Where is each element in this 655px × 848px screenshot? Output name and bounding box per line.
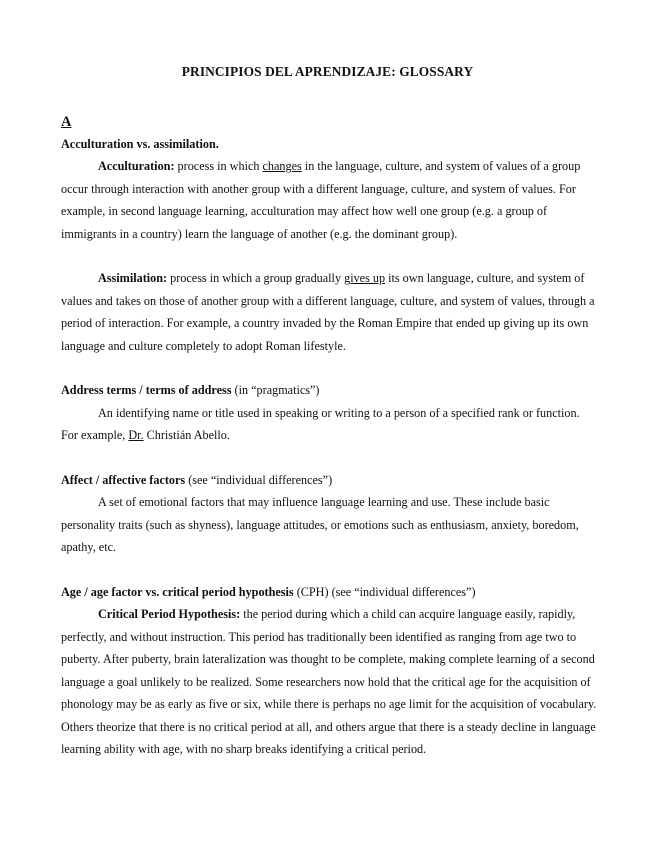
entry-heading-line [61, 581, 599, 603]
glossary-entry-acculturation [61, 133, 599, 357]
underlined-word: Dr. [128, 428, 144, 443]
definition-text: in the language, culture, and system of values of a group occur through interaction with another group with a different language, culture, and system of values. For example, in second language learning, acculturation may affect how well one group (e.g. a group of immigrants in a country) learn the language of another (e.g. the dominant group). [61, 159, 581, 241]
page-title: PRINCIPIOS DEL APRENDIZAJE: GLOSSARY [181, 64, 474, 79]
entry-definition [61, 267, 599, 357]
glossary-content [61, 111, 599, 760]
term-label: Critical Period Hypothesis: [98, 607, 241, 622]
definition-text: An identifying name or title used in speaking or writing to a person of a specified rank or function. For example, [61, 405, 580, 443]
entry-definition: A set of emotional factors that may influence language learning and use. These include basic personality traits (such as shyness), language attitudes, or emotions such as enthusiasm, anxiety, boredom, apathy, etc. [61, 495, 579, 555]
glossary-entry-age-factor [61, 581, 599, 760]
definition-text: process in which a group gradually [167, 271, 345, 286]
entry-heading-note: (in “pragmatics”) [231, 383, 320, 398]
entry-definition [61, 402, 599, 447]
definition-text: the period during which a child can acquire language easily, rapidly, perfectly, and without instruction. This period has traditionally been identified as ranging from age two to puberty. After puberty, brain lateralization was thought to be complete, making complete learning of a second language a goal unlikely to be realized. Some researchers now hold that the critical age for the acquisition of phonology may be as early as five or six, while there is perhaps no age limit for the acquisition of vocabulary. Others theorize that there is no critical period at all, and others argue that there is a steady decline in language learning ability with age, with no sharp breaks identifying a critical period. [61, 607, 597, 756]
term-label: Acculturation: [98, 159, 175, 174]
entry-heading-line [61, 379, 599, 401]
entry-heading-line [61, 469, 599, 491]
section-letter: A [61, 114, 72, 130]
entry-heading: Address terms / terms of address [61, 383, 232, 398]
term-label: Assimilation: [98, 271, 168, 286]
entry-definition [61, 155, 599, 245]
glossary-entry-affect [61, 469, 599, 559]
entry-heading: Acculturation vs. assimilation. [61, 137, 219, 151]
entry-heading-note: (see “individual differences”) [185, 473, 333, 488]
underlined-word: changes [262, 159, 302, 174]
definition-text: Christián Abello. [143, 428, 230, 443]
entry-heading: Affect / affective factors [61, 473, 186, 488]
definition-text: its own language, culture, and system of values and takes on those of another group with a different language, culture, and system of values, through a period of interaction. For example, a country invaded by the Roman Empire that ended up giving up its own language and culture completely to adopt Roman lifestyle. [61, 271, 595, 353]
entry-heading-note: (CPH) (see “individual differences”) [293, 585, 476, 600]
entry-heading: Age / age factor vs. critical period hypothesis [61, 585, 294, 600]
definition-text: process in which [174, 159, 263, 174]
underlined-word: gives up [344, 271, 386, 286]
entry-definition [61, 603, 599, 760]
glossary-entry-address-terms [61, 379, 599, 446]
